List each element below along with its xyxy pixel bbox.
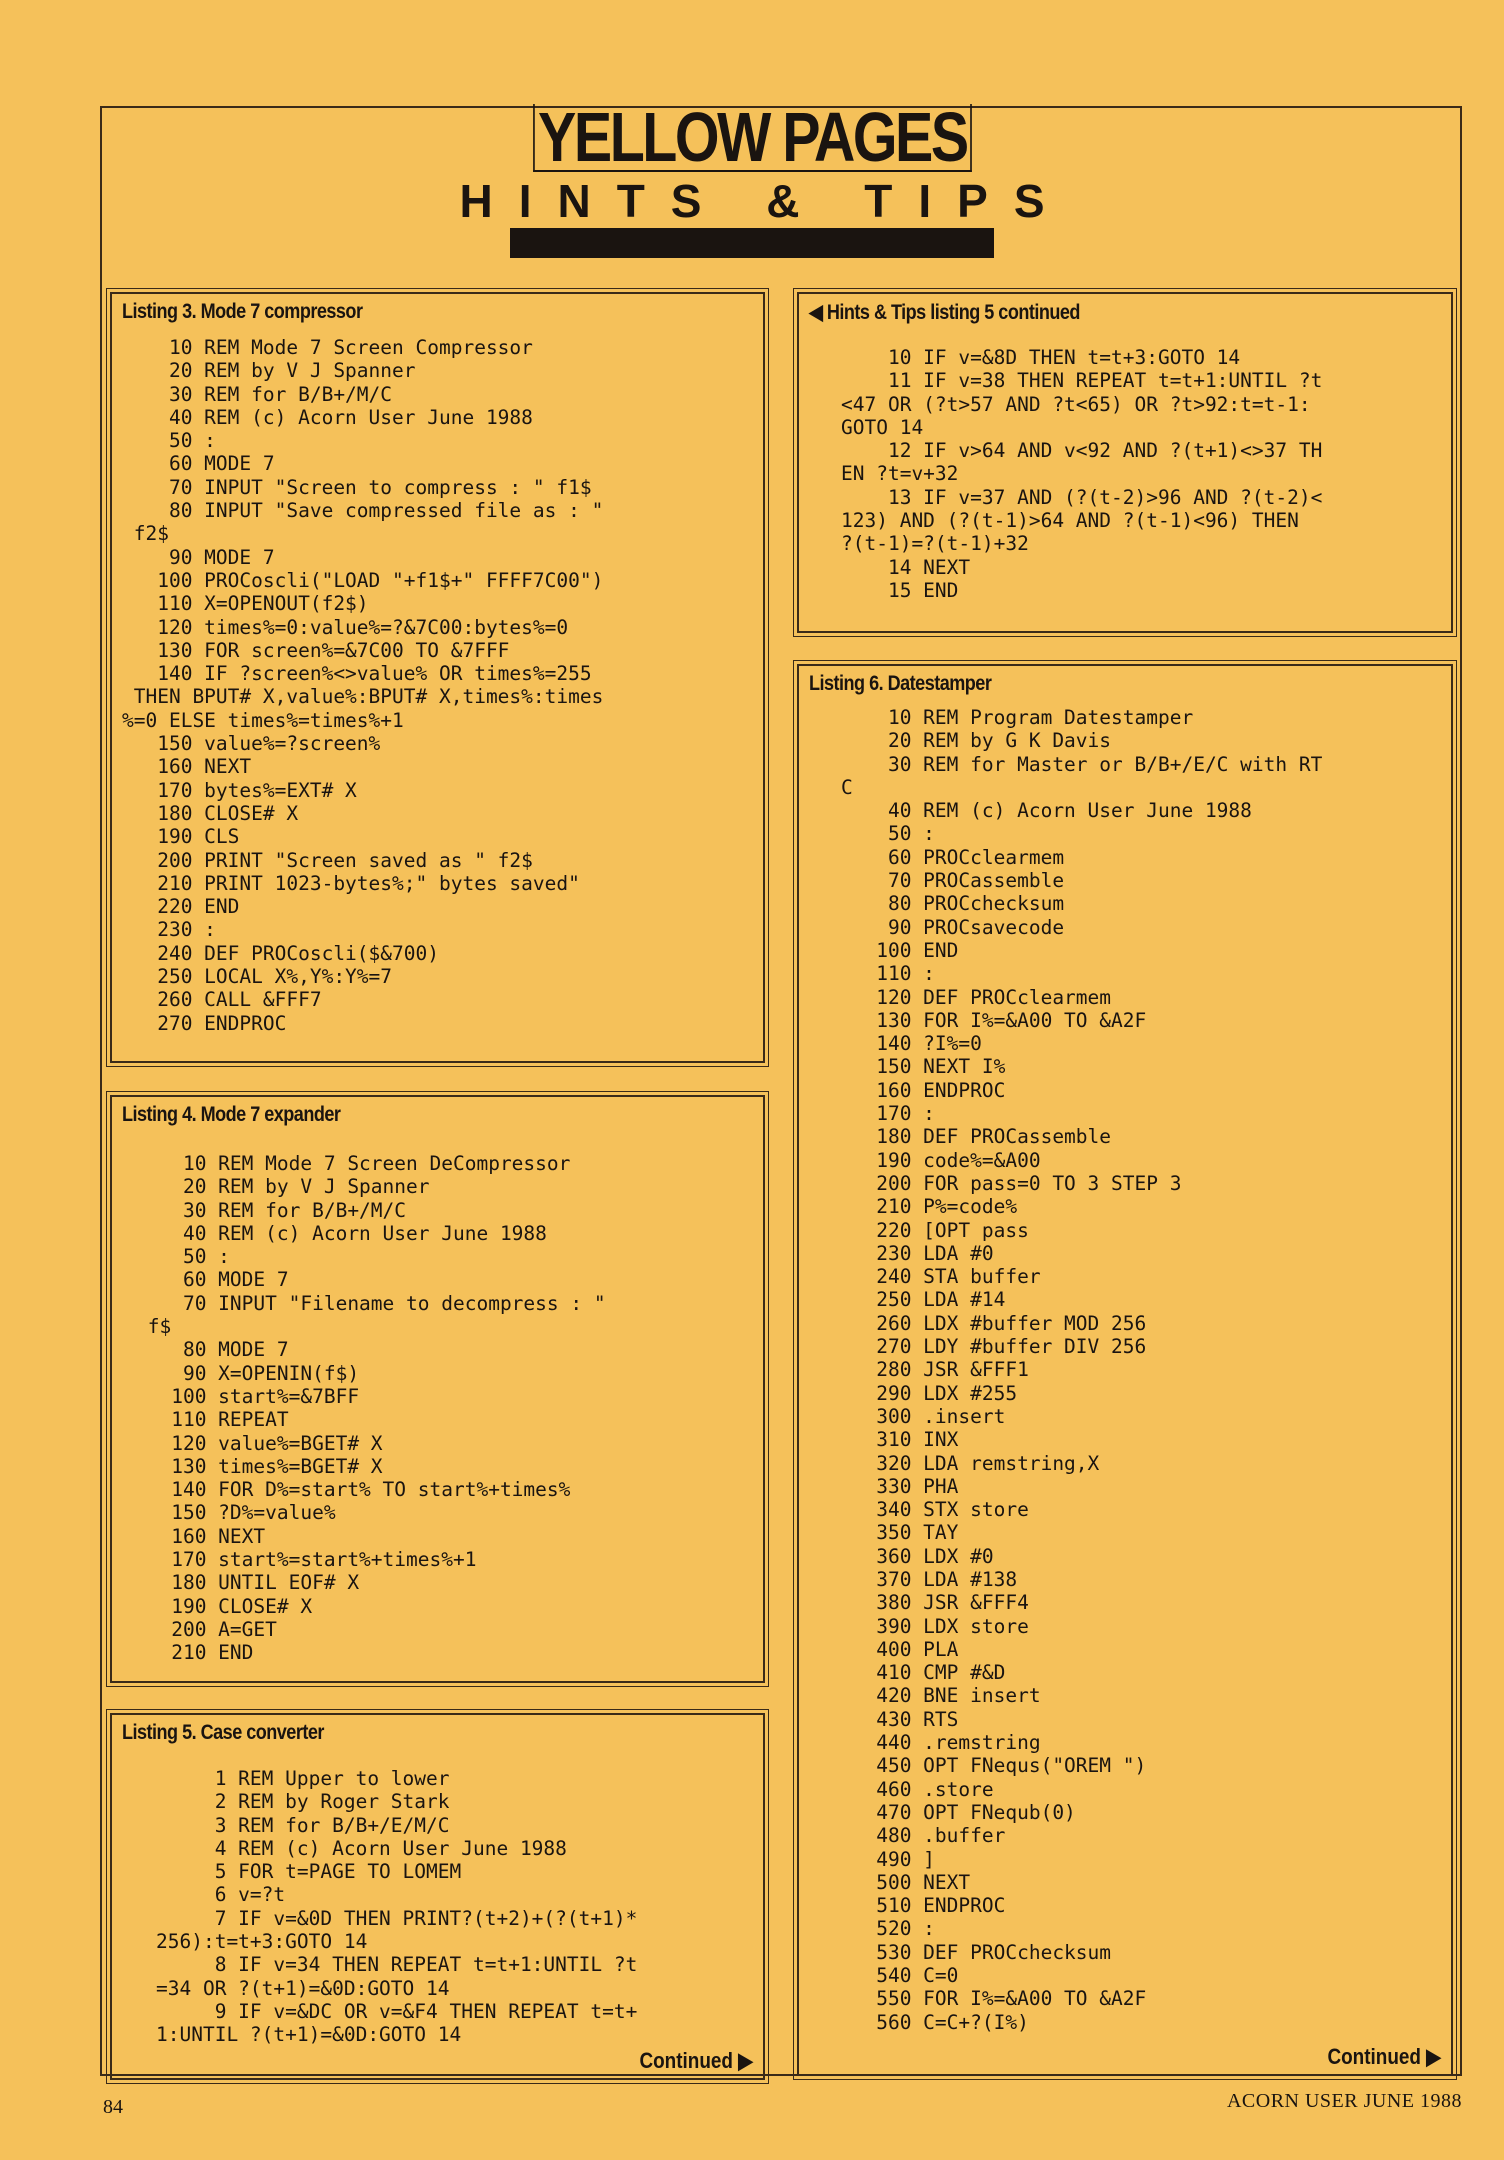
masthead-bar [510, 228, 994, 258]
listing-4-box [110, 1095, 765, 1683]
listing-5-continued-box [797, 292, 1453, 633]
masthead [0, 98, 1504, 258]
listing-5-continued-code: 10 IF v=&8D THEN t=t+3:GOTO 14 11 IF v=38 THEN REPEAT t=t+1:UNTIL ?t <47 OR (?t>57 AND ?t<65) OR ?t>92:t=t-1: GOTO 14 12 IF v>64 AND v<92 AND ?(t+1)<>37 TH EN ?t=v+32 13 IF v=37 AND (?(t-2)>96 AND ?(t-2)< 123) AND (?(t-1)>64 AND ?(t-1)<96) THEN ?(t-1)=?(t-1)+32 14 NEXT 15 END [841, 346, 1323, 602]
page-number: 84 [103, 2096, 123, 2118]
publication-footer: ACORN USER JUNE 1988 [1226, 2090, 1462, 2112]
listing-3-heading: Listing 3. Mode 7 compressor [122, 300, 363, 323]
listing-6-box [797, 664, 1453, 2076]
listing-6-code: 10 REM Program Datestamper 20 REM by G K Davis 30 REM for Master or B/B+/E/C with RT C 40 REM (c) Acorn User June 1988 50 : 60 PROCclearmem 70 PROCassemble 80 PROCchecksum 90 PROCsavecode 100 END 110 : 120 DEF PROCclearmem 130 FOR I%=&A00 TO &A2F 140 ?I%=0 150 NEXT I% 160 ENDPROC 170 : 180 DEF PROCassemble 190 code%=&A00 200 FOR pass=0 TO 3 STEP 3 210 P%=code% 220 [OPT pass 230 LDA #0 240 STA buffer 250 LDA #14 260 LDX #buffer MOD 256 270 LDY #buffer DIV 256 280 JSR &FFF1 290 LDX #255 300 .insert 310 INX 320 LDA remstring,X 330 PHA 340 STX store 350 TAY 360 LDX #0 370 LDA #138 380 JSR &FFF4 390 LDX store 400 PLA 410 CMP #&D 420 BNE insert 430 RTS 440 .remstring 450 OPT FNequs("OREM ") 460 .store 470 OPT FNequb(0) 480 .buffer 490 ] 500 NEXT 510 ENDPROC 520 : 530 DEF PROCchecksum 540 C=0 550 FOR I%=&A00 TO &A2F 560 C=C+?(I%) [841, 706, 1323, 2034]
section-subtitle: HINTS & TIPS [459, 175, 1071, 227]
listing-5-box [110, 1713, 765, 2080]
listing-4-code: 10 REM Mode 7 Screen DeCompressor 20 REM by V J Spanner 30 REM for B/B+/M/C 40 REM (c) Acorn User June 1988 50 : 60 MODE 7 70 INPUT "Filename to decompress : " f$ 80 MODE 7 90 X=OPENIN(f$) 100 start%=&7BFF 110 REPEAT 120 value%=BGET# X 130 times%=BGET# X 140 FOR D%=start% TO start%+times% 150 ?D%=value% 160 NEXT 170 start%=start%+times%+1 180 UNTIL EOF# X 190 CLOSE# X 200 A=GET 210 END [147, 1152, 606, 1665]
listing-4-heading: Listing 4. Mode 7 expander [122, 1103, 341, 1126]
listing-5-continued: Continued ▶ [639, 2048, 753, 2073]
listing-5-continued-heading: ◀ Hints & Tips listing 5 continued [809, 301, 1080, 324]
listing-5-heading: Listing 5. Case converter [122, 1721, 324, 1744]
listing-3-box [110, 292, 765, 1063]
listing-6-heading: Listing 6. Datestamper [809, 672, 992, 695]
listing-3-code: 10 REM Mode 7 Screen Compressor 20 REM by V J Spanner 30 REM for B/B+/M/C 40 REM (c) Acorn User June 1988 50 : 60 MODE 7 70 INPUT "Screen to compress : " f1$ 80 INPUT "Save compressed file as : " f2$ 90 MODE 7 100 PROCoscli("LOAD "+f1$+" FFFF7C00") 110 X=OPENOUT(f2$) 120 times%=0:value%=?&7C00:bytes%=0 130 FOR screen%=&7C00 TO &7FFF 140 IF ?screen%<>value% OR times%=255 THEN BPUT# X,value%:BPUT# X,times%:times %=0 ELSE times%=times%+1 150 value%=?screen% 160 NEXT 170 bytes%=EXT# X 180 CLOSE# X 190 CLS 200 PRINT "Screen saved as " f2$ 210 PRINT 1023-bytes%;" bytes saved" 220 END 230 : 240 DEF PROCoscli($&700) 250 LOCAL X%,Y%:Y%=7 260 CALL &FFF7 270 ENDPROC [122, 336, 604, 1035]
page-title: YELLOW PAGES [533, 104, 971, 172]
listing-6-continued: Continued ▶ [1327, 2044, 1441, 2069]
listing-5-code: 1 REM Upper to lower 2 REM by Roger Stark 3 REM for B/B+/E/M/C 4 REM (c) Acorn User June 1988 5 FOR t=PAGE TO LOMEM 6 v=?t 7 IF v=&0D THEN PRINT?(t+2)+(?(t+1)* 256):t=t+3:GOTO 14 8 IF v=34 THEN REPEAT t=t+1:UNTIL ?t =34 OR ?(t+1)=&0D:GOTO 14 9 IF v=&DC OR v=&F4 THEN REPEAT t=t+ 1:UNTIL ?(t+1)=&0D:GOTO 14 [156, 1767, 638, 2047]
